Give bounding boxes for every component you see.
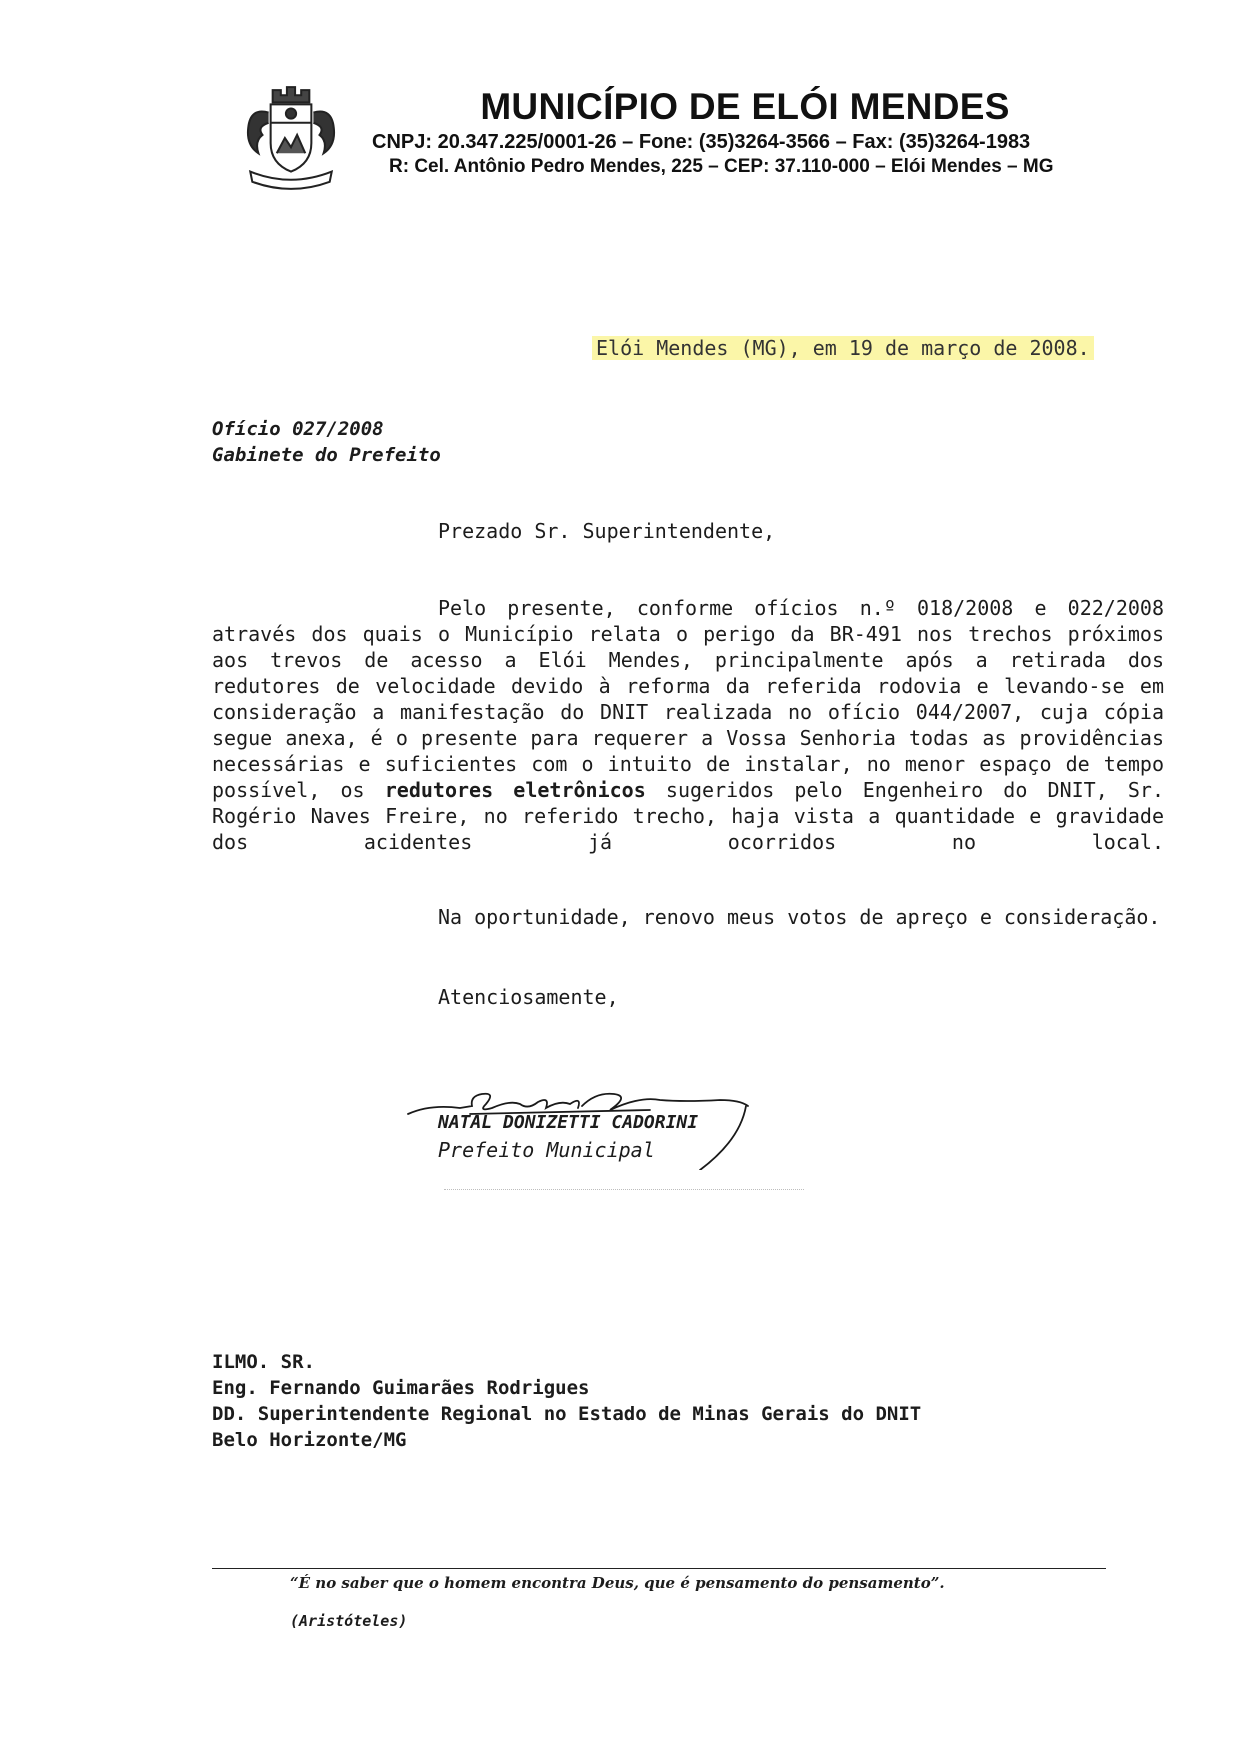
salutation: Prezado Sr. Superintendente,: [438, 519, 776, 543]
addressee-line4: Belo Horizonte/MG: [212, 1429, 407, 1451]
office-number: Ofício 027/2008: [212, 418, 384, 440]
municipality-title: MUNICÍPIO DE ELÓI MENDES: [480, 86, 1010, 127]
footer-quote: “É no saber que o homem encontra Deus, que é pensamento do pensamento”.: [290, 1574, 945, 1592]
department: Gabinete do Prefeito: [212, 444, 441, 466]
body-part1: Pelo presente, conforme ofícios n.º 018/2008 e 022/2008 através dos quais o Município relata o perigo da BR-491 nos trechos próximos aos trevos de acesso a Elói Mendes, principalmente após a retirada dos redutores de velocidade devido à reforma da referida rodovia e levando-se em consideração a manifestação do DNIT realizada no ofício 044/2007, cuja cópia segue anexa, é o presente para requerer a Vossa Senhoria todas as providências necessárias e suficientes com o intuito de instalar, no menor espaço de tempo possível, os: [212, 596, 1164, 802]
closing-text: Na oportunidade, renovo meus votos de apreço e consideração.: [438, 905, 1161, 929]
letter-body: [212, 595, 1164, 855]
address-line: R: Cel. Antônio Pedro Mendes, 225 – CEP: 37.110-000 – Elói Mendes – MG: [389, 156, 1054, 177]
signatory-name: NATAL DONIZETTI CADORINI: [438, 1112, 699, 1133]
date-line: Elói Mendes (MG), em 19 de março de 2008.: [592, 336, 1094, 360]
footer-author: (Aristóteles): [290, 1612, 408, 1630]
divider: [444, 1189, 804, 1190]
municipal-crest-icon: [240, 82, 342, 194]
addressee-line2: Eng. Fernando Guimarães Rodrigues: [212, 1377, 590, 1399]
sign-off: Atenciosamente,: [438, 985, 619, 1009]
body-emphasis: redutores eletrônicos: [384, 778, 646, 802]
closing-paragraph: [212, 904, 1164, 930]
signatory-title: Prefeito Municipal: [438, 1138, 655, 1162]
addressee-line1: ILMO. SR.: [212, 1351, 315, 1373]
contact-line: CNPJ: 20.347.225/0001-26 – Fone: (35)3264-3566 – Fax: (35)3264-1983: [372, 131, 1031, 153]
footer-rule: [212, 1568, 1106, 1569]
addressee-line3: DD. Superintendente Regional no Estado de Minas Gerais do DNIT: [212, 1403, 922, 1425]
body-part2: sugeridos pelo Engenheiro do DNIT, Sr. Rogério Naves Freire, no referido trecho, haja vista a quantidade e gravidade dos acidentes já ocorridos no local.: [212, 778, 1165, 854]
